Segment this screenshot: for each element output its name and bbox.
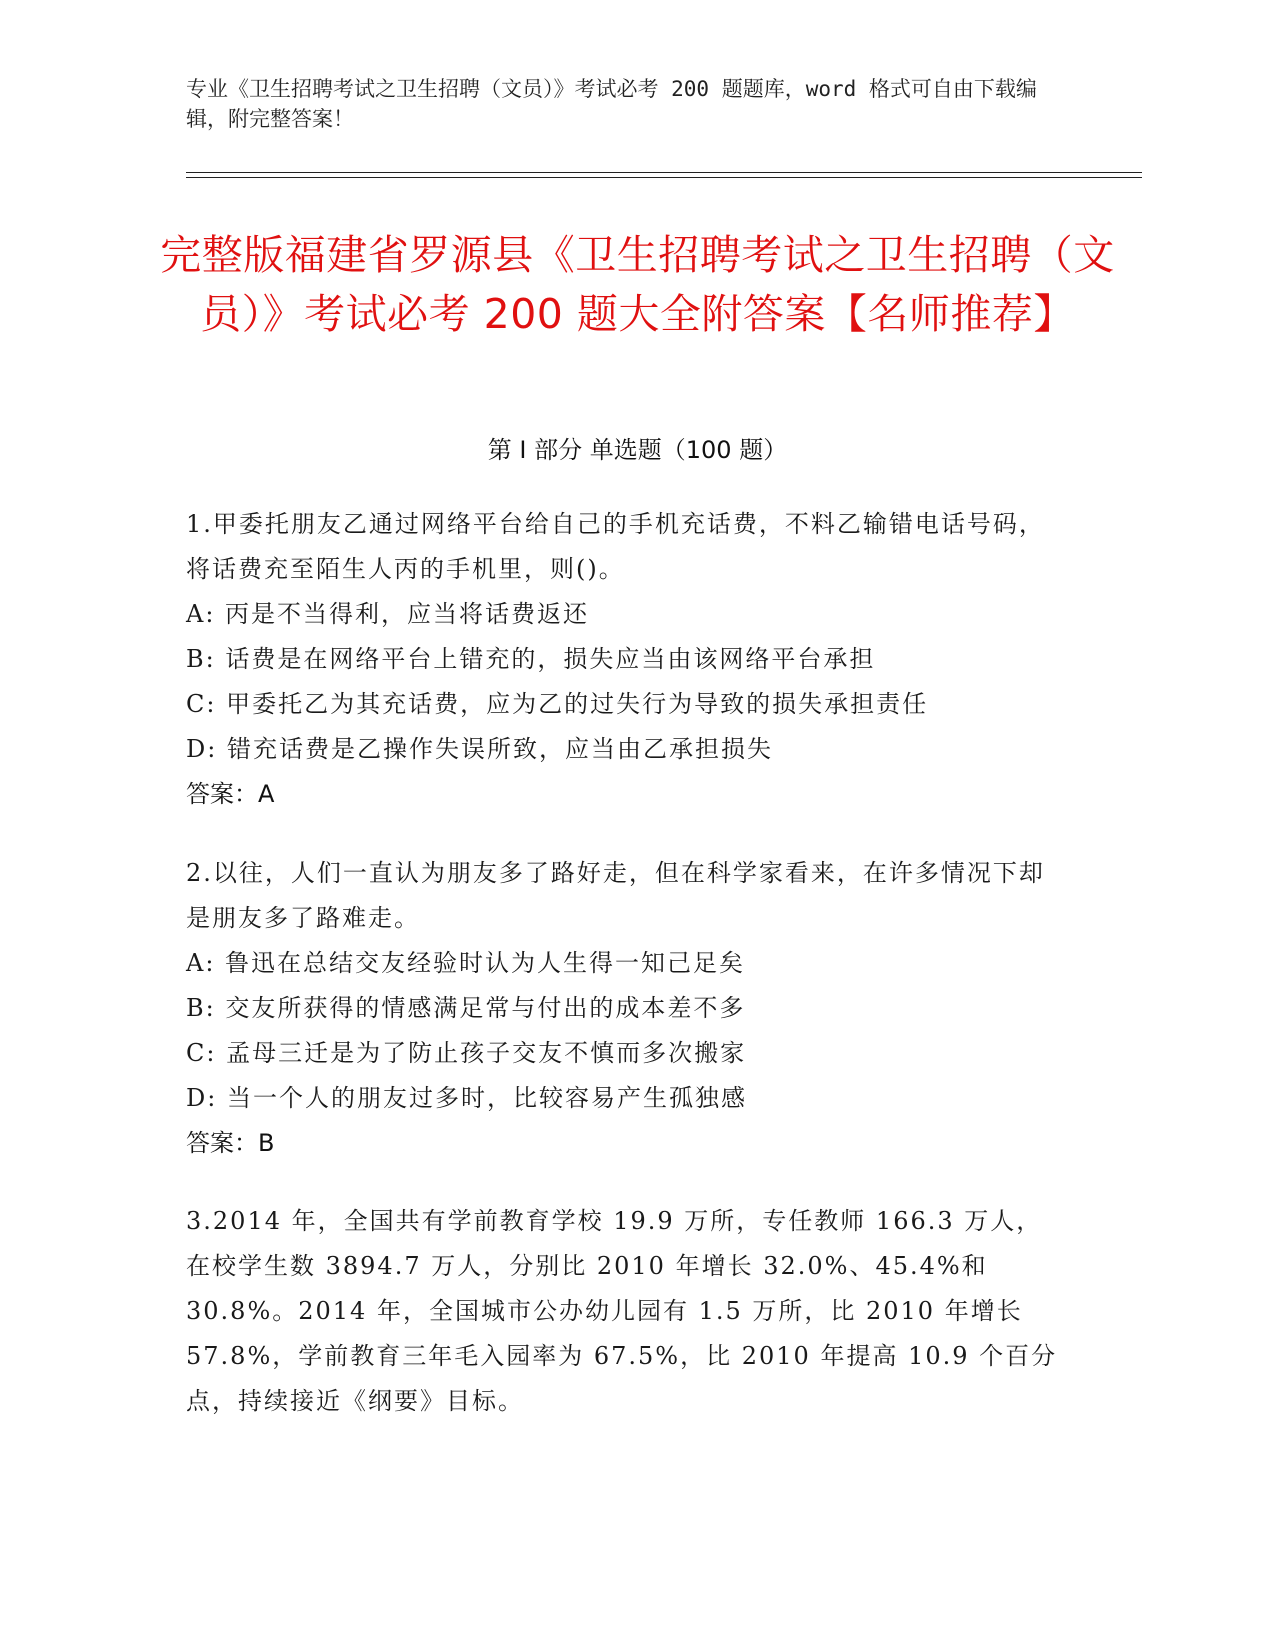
option-d: D: 错充话费是乙操作失误所致，应当由乙承担损失 [186, 735, 773, 763]
question-3 [186, 1199, 1066, 1424]
option-b: B: 交友所获得的情感满足常与付出的成本差不多 [186, 994, 746, 1022]
answer: 答案：A [186, 780, 275, 808]
answer: 答案：B [186, 1129, 275, 1157]
section-heading: 第 I 部分 单选题（100 题） [487, 436, 788, 464]
question-text: 3.2014 年，全国共有学前教育学校 19.9 万所，专任教师 166.3 万人，在校学生数 3894.7 万人，分别比 2010 年增长 32.0%、45.4%和 30.8%。2014 年，全国城市公办幼儿园有 1.5 万所，比 2010 年增长 57.8%，学前教育三年毛入园率为 67.5%，比 2010 年提高 10.9 个百分点，持续接近《纲要》目标。 [186, 1207, 1058, 1415]
document-title: 完整版福建省罗源县《卫生招聘考试之卫生招聘（文员）》考试必考 200 题大全附答案【名师推荐】 [160, 231, 1115, 338]
option-a: A: 丙是不当得利，应当将话费返还 [186, 600, 590, 628]
question-text: 2.以往，人们一直认为朋友多了路好走，但在科学家看来，在许多情况下却是朋友多了路难走。 [186, 859, 1045, 932]
header-divider-top [186, 172, 1142, 173]
header-note: 专业《卫生招聘考试之卫生招聘（文员）》考试必考 200 题题库，word 格式可自由下载编辑，附完整答案！ [186, 77, 1037, 131]
header-divider-bottom [186, 177, 1142, 178]
option-a: A: 鲁迅在总结交友经验时认为人生得一知己足矣 [186, 949, 746, 977]
question-2 [186, 851, 1066, 1166]
question-text: 1.甲委托朋友乙通过网络平台给自己的手机充话费，不料乙输错电话号码，将话费充至陌生人丙的手机里，则()。 [186, 510, 1045, 583]
option-d: D: 当一个人的朋友过多时，比较容易产生孤独感 [186, 1084, 747, 1112]
question-1 [186, 502, 1066, 817]
option-c: C: 孟母三迁是为了防止孩子交友不慎而多次搬家 [186, 1039, 747, 1067]
option-c: C: 甲委托乙为其充话费，应为乙的过失行为导致的损失承担责任 [186, 690, 929, 718]
option-b: B: 话费是在网络平台上错充的，损失应当由该网络平台承担 [186, 645, 876, 673]
